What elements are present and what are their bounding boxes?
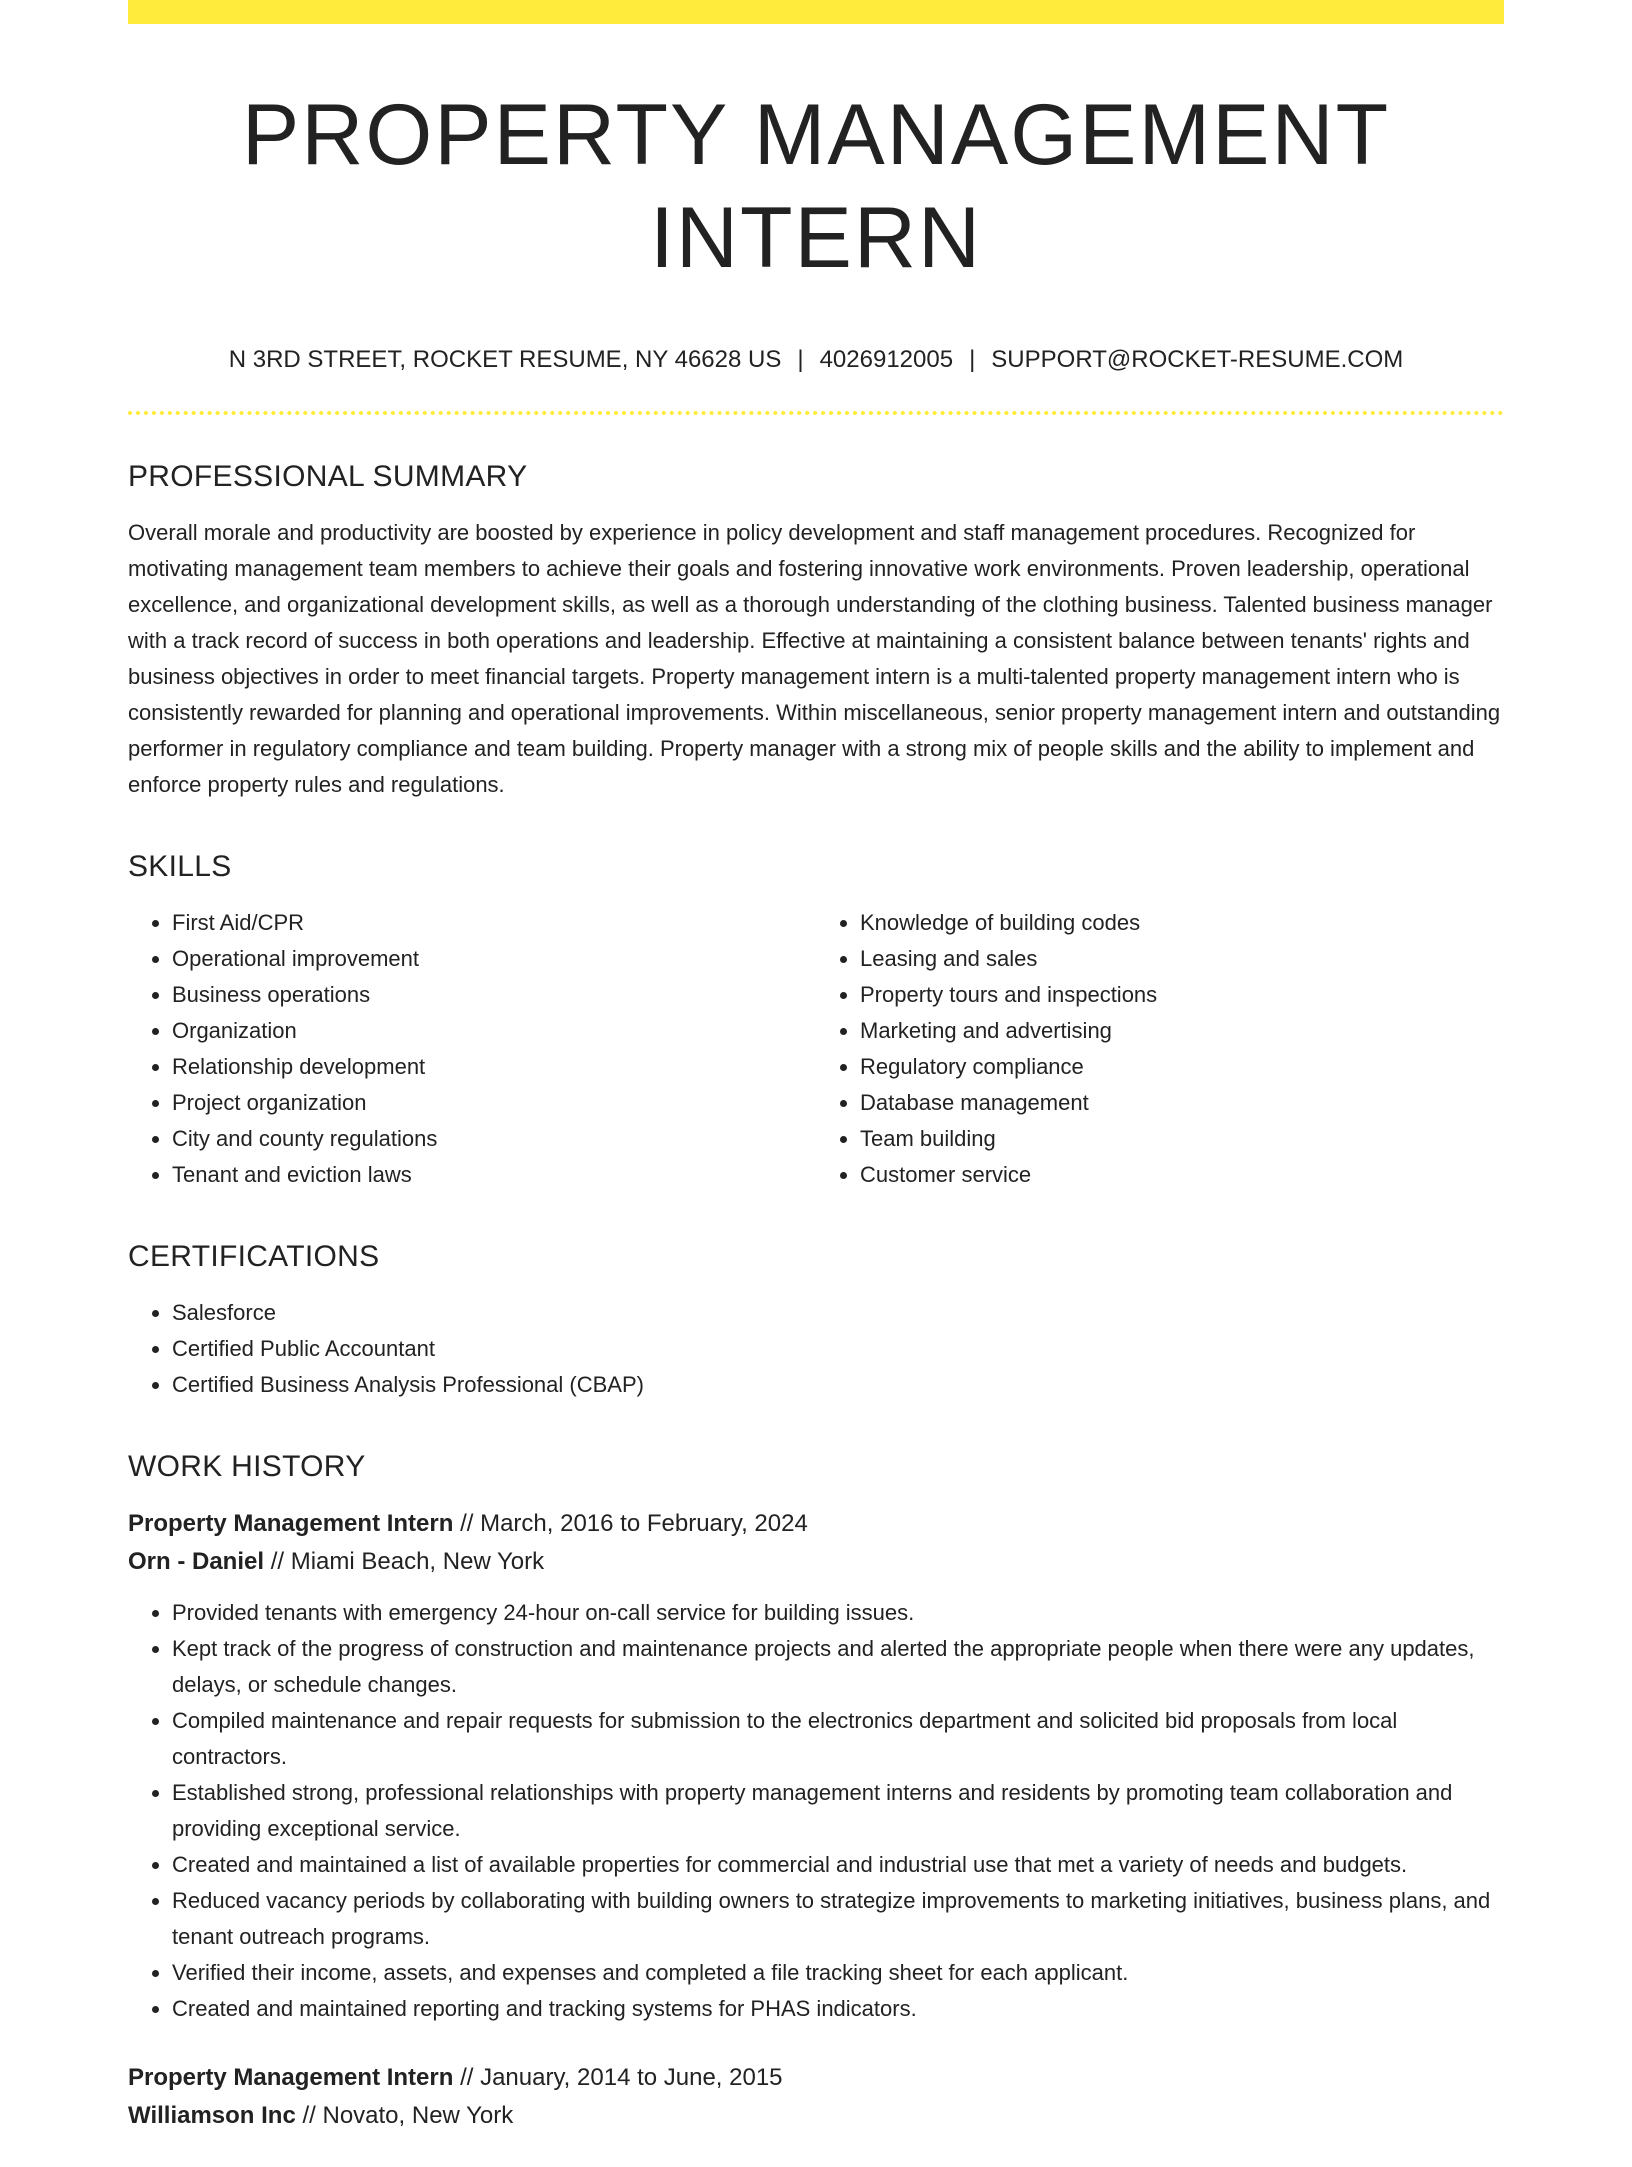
skill-item: • Marketing and advertising <box>860 1013 1504 1049</box>
job-company: Williamson Inc <box>128 2102 296 2130</box>
job-bullet: • Created and maintained a list of available properties for commercial and industrial use that met a variety of needs and budgets. <box>172 1847 1504 1883</box>
skill-item: • Knowledge of building codes <box>860 905 1504 941</box>
skills-right-list <box>816 905 1504 1193</box>
job-bullet: • Reduced vacancy periods by collaborating with building owners to strategize improvements to marketing initiatives, business plans, and tenant outreach programs. <box>172 1883 1504 1955</box>
job-dates: // March, 2016 to February, 2024 <box>460 1510 808 1538</box>
job-entry <box>128 1505 1504 2027</box>
job-title: Property Management Intern <box>128 2064 454 2092</box>
skill-item: • Regulatory compliance <box>860 1049 1504 1085</box>
skill-item: • Relationship development <box>172 1049 816 1085</box>
job-bullet: • Kept track of the progress of construction and maintenance projects and alerted the appropriate people when there were any updates, delays, or schedule changes. <box>172 1631 1504 1703</box>
job-bullet: • Established strong, professional relationships with property management interns and residents by promoting team collaboration and providing exceptional service. <box>172 1775 1504 1847</box>
job-company-line <box>128 1543 1504 1581</box>
job-bullet: • Created and maintained reporting and tracking systems for PHAS indicators. <box>172 1991 1504 2027</box>
certification-item: • Salesforce <box>172 1295 1504 1331</box>
job-title: Property Management Intern <box>128 1510 454 1538</box>
address: N 3RD STREET, ROCKET RESUME, NY 46628 US <box>228 346 782 374</box>
candidate-name: PROPERTY MANAGEMENT INTERN <box>241 87 1391 287</box>
job-bullet: • Compiled maintenance and repair requests for submission to the electronics department and solicited bid proposals from local contractors. <box>172 1703 1504 1775</box>
dotted-divider <box>128 411 1504 415</box>
skill-item: • Operational improvement <box>172 941 816 977</box>
skills-heading: SKILLS <box>128 850 232 884</box>
top-accent-bar <box>128 0 1504 24</box>
skill-item: • Tenant and eviction laws <box>172 1157 816 1193</box>
skill-item: • Team building <box>860 1121 1504 1157</box>
skill-item: • Project organization <box>172 1085 816 1121</box>
job-bullet: • Verified their income, assets, and expenses and completed a file tracking sheet for each applicant. <box>172 1955 1504 1991</box>
summary-heading: PROFESSIONAL SUMMARY <box>128 460 528 494</box>
skill-item: • Leasing and sales <box>860 941 1504 977</box>
job-location: // Novato, New York <box>302 2102 514 2130</box>
skill-item: • Property tours and inspections <box>860 977 1504 1013</box>
skill-item: • City and county regulations <box>172 1121 816 1157</box>
job-company-line <box>128 2097 1504 2135</box>
contact-separator: | <box>969 346 976 374</box>
certifications-heading: CERTIFICATIONS <box>128 1240 380 1274</box>
email: SUPPORT@ROCKET-RESUME.COM <box>991 346 1404 374</box>
skill-item: • Organization <box>172 1013 816 1049</box>
skill-item: • Business operations <box>172 977 816 1013</box>
skill-item: • Customer service <box>860 1157 1504 1193</box>
skills-left-list <box>128 905 816 1193</box>
skill-item: • First Aid/CPR <box>172 905 816 941</box>
phone: 4026912005 <box>819 346 954 374</box>
job-bullet: • Provided tenants with emergency 24-hour on-call service for building issues. <box>172 1595 1504 1631</box>
skills-columns <box>128 905 1504 1193</box>
certification-item: • Certified Public Accountant <box>172 1331 1504 1367</box>
contact-line <box>128 346 1504 375</box>
job-entry <box>128 2059 1504 2135</box>
skill-item: • Database management <box>860 1085 1504 1121</box>
job-title-line <box>128 2059 1504 2097</box>
job-dates: // January, 2014 to June, 2015 <box>460 2064 783 2092</box>
job-company: Orn - Daniel <box>128 1548 265 1576</box>
job-title-line <box>128 1505 1504 1543</box>
resume-page <box>128 0 1504 2167</box>
certifications-list <box>128 1295 1504 1403</box>
job-location: // Miami Beach, New York <box>270 1548 545 1576</box>
work-history-heading: WORK HISTORY <box>128 1450 366 1484</box>
certification-item: • Certified Business Analysis Professional (CBAP) <box>172 1367 1504 1403</box>
job-bullets <box>128 1595 1504 2027</box>
summary-text: Overall morale and productivity are boosted by experience in policy development and staff management procedures. Recognized for motivating management team members to achieve their goals and fostering innovative work environments. Proven leadership, operational excellence, and organizational development skills, as well as a thorough understanding of the clothing business. Talented business manager with a track record of success in both operations and leadership. Effective at maintaining a consistent balance between tenants' rights and business objectives in order to meet financial targets. Property management intern is a multi-talented property management intern who is consistently rewarded for planning and operational improvements. Within miscellaneous, senior property management intern and outstanding performer in regulatory compliance and team building. Property manager with a strong mix of people skills and the ability to implement and enforce property rules and regulations. <box>128 520 1501 798</box>
contact-separator: | <box>797 346 804 374</box>
